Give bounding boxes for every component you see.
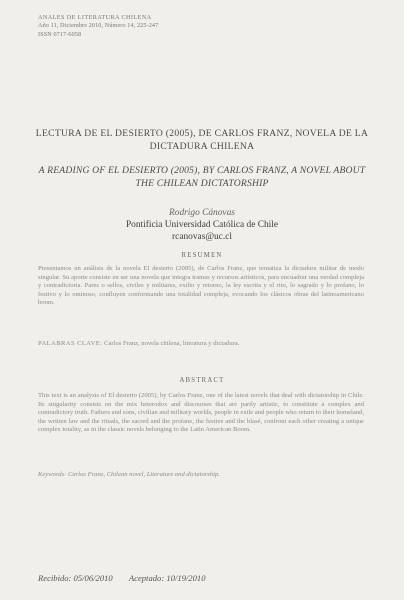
abstract-text: This text is an analysis of El desierto (2005), by Carlos Franz, one of the latest novels that deal with dictatorship in Chile. Its singularity consists on the mix heterodox and discourses that are partly artistic, to constitute a complex and contradictory truth. Fathers and sons, civilian and military worlds, people in exile and people who return to their homeland, the written law and the rituals, the sacred and the profane, the festive and the blasé, confront each other creating a unique complex totality, as in the classic novels belonging to the Latin American Boom. (38, 392, 364, 434)
journal-issue: Año 11, Diciembre 2010, Número 14, 225-247 (38, 22, 159, 30)
journal-issn: ISSN 0717-6058 (38, 30, 82, 38)
resumen-keywords (38, 340, 364, 349)
resumen-keywords-label: PALABRAS CLAVE: (38, 340, 103, 347)
author-affiliation: Pontificia Universidad Católica de Chile (125, 220, 279, 231)
author-name: Rodrigo Cánovas (169, 208, 235, 218)
accepted-date: Aceptado: 10/19/2010 (128, 573, 206, 583)
journal-header (38, 14, 158, 39)
received-date: Recibido: 05/06/2010 (38, 573, 113, 583)
abstract-keywords-label: Keywords: (38, 471, 67, 478)
resumen-keywords-values: Carlos Franz, novela chilena, literatura y dictadura. (104, 340, 240, 347)
author-block (30, 207, 374, 244)
resumen-text: Presentamos un análisis de la novela El desierto (2005), de Carlos Franz, que tematiza la dictadura militar de modo singular. Su aporte consiste en ser una novela que integra tramas y recursos artísticos, para encuadrar una verdad compleja y contradictoria. Pares o sellos, civiles y militares, exilio y retorno, la ley escrita y el rito, lo sagrado y lo profano, lo festivo y lo ominoso, confluyen conformando una totalidad compleja, evocando los clásicos obras del latinoamericano boom. (38, 265, 364, 307)
abstract-keywords-values: Carlos Franz, Chilean novel, Literature and dictatorship. (67, 471, 220, 478)
author-email[interactable]: rcanovas@uc.cl (172, 232, 232, 243)
abstract-keywords (38, 471, 364, 480)
title-spanish: LECTURA DE EL DESIERTO (2005), DE CARLOS FRANZ, NOVELA DE LA DICTADURA CHILENA (35, 128, 369, 152)
abstract-heading: ABSTRACT (179, 377, 225, 384)
title-english: A READING OF EL DESIERTO (2005), BY CARLOS FRANZ, A NOVEL ABOUT THE CHILEAN DICTATORSHIP (38, 165, 366, 189)
submission-dates (38, 573, 206, 583)
resumen-heading: RESUMEN (181, 252, 223, 259)
journal-name: ANALES DE LITERATURA CHILENA (38, 14, 152, 21)
